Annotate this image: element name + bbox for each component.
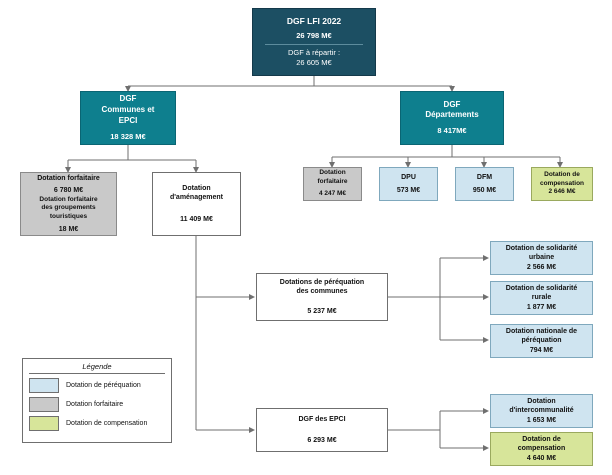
- legend-title: Légende: [29, 362, 165, 374]
- dotation-forfaitaire-value: 6 780 M€: [53, 187, 84, 195]
- node-dfm: [455, 167, 514, 201]
- dpu-title: DPU: [401, 173, 416, 181]
- node-dotation-amenagement: [152, 172, 241, 236]
- dept-compensation-title-2: compensation: [539, 179, 585, 187]
- dgf-epci-title: DGF des EPCI: [298, 415, 346, 423]
- epci-compensation-title-1: Dotation de: [522, 435, 561, 443]
- legend-swatch-compensation: [29, 416, 59, 431]
- node-dgf-lfi: [252, 8, 376, 76]
- node-dgf-departements-title-1: DGF: [443, 99, 461, 109]
- dsu-value: 2 566 M€: [526, 263, 557, 271]
- node-dotation-compensation-departements: [531, 167, 593, 201]
- dotation-forfaitaire-groupements-title-3: touristiques: [49, 213, 88, 221]
- node-dotations-perequation-communes: [256, 273, 388, 321]
- dept-forfaitaire-title-1: Dotation: [319, 169, 346, 177]
- dept-forfaitaire-value: 4 247 M€: [318, 189, 347, 197]
- node-dgf-epci: [256, 408, 388, 452]
- divider: [265, 44, 362, 45]
- node-dotation-compensation-epci: [490, 432, 593, 466]
- dsr-value: 1 877 M€: [526, 303, 557, 311]
- node-dgf-departements-title-2: Départements: [425, 110, 479, 120]
- dsr-title-2: rurale: [531, 294, 552, 302]
- perequation-communes-value: 5 237 M€: [307, 307, 337, 315]
- legend-swatch-forfaitaire: [29, 397, 59, 412]
- dotation-forfaitaire-groupements-title-2: des groupements: [41, 204, 96, 212]
- node-dgf-communes-value: 18 328 M€: [110, 131, 146, 141]
- epci-compensation-value: 4 640 M€: [526, 454, 557, 462]
- dotation-amenagement-value: 11 409 M€: [180, 215, 213, 223]
- dept-compensation-title-1: Dotation de: [544, 170, 580, 178]
- node-dgf-lfi-subvalue: 26 605 M€: [296, 58, 332, 68]
- node-dgf-communes-title-2: Communes et: [101, 105, 155, 115]
- intercommunalite-title-2: d'intercommunalité: [509, 407, 574, 415]
- node-dgf-lfi-sublabel: DGF à répartir :: [287, 48, 341, 58]
- node-dsu: [490, 241, 593, 275]
- perequation-communes-title-1: Dotations de péréquation: [279, 278, 365, 286]
- node-dgf-departements-value: 8 417M€: [437, 126, 467, 136]
- dsu-title-1: Dotation de solidarité: [505, 244, 578, 252]
- node-dotation-intercommunalite: [490, 394, 593, 428]
- legend-swatch-perequation: [29, 378, 59, 393]
- node-dpu: [379, 167, 438, 201]
- legend-item-perequation: [29, 378, 165, 393]
- intercommunalite-value: 1 653 M€: [526, 416, 557, 424]
- dept-forfaitaire-title-2: forfaitaire: [317, 178, 348, 186]
- legend: [22, 358, 172, 443]
- node-dsr: [490, 281, 593, 315]
- dnp-value: 794 M€: [529, 346, 554, 354]
- node-dnp: [490, 324, 593, 358]
- dotation-forfaitaire-title: Dotation forfaitaire: [37, 174, 100, 182]
- dfm-title: DFM: [476, 173, 493, 181]
- dotation-amenagement-title-1: Dotation: [182, 184, 211, 192]
- legend-label-compensation: Dotation de compensation: [66, 420, 148, 427]
- legend-item-compensation: [29, 416, 165, 431]
- node-dgf-lfi-value: 26 798 M€: [296, 31, 332, 41]
- epci-compensation-title-2: compensation: [517, 445, 566, 453]
- dpu-value: 573 M€: [396, 187, 421, 194]
- dnp-title-1: Dotation nationale de: [505, 327, 578, 335]
- node-dgf-communes-epci: [80, 91, 176, 145]
- dfm-value: 950 M€: [472, 187, 497, 194]
- dgf-epci-value: 6 293 M€: [307, 437, 337, 444]
- dnp-title-2: péréquation: [521, 337, 562, 345]
- node-dgf-communes-title-1: DGF: [119, 94, 137, 104]
- node-dotation-forfaitaire-departements: [303, 167, 362, 201]
- dsr-title-1: Dotation de solidarité: [505, 284, 578, 292]
- legend-label-forfaitaire: Dotation forfaitaire: [66, 401, 124, 408]
- dotation-amenagement-title-2: d'aménagement: [169, 194, 223, 202]
- dotation-forfaitaire-groupements-value: 18 M€: [58, 225, 79, 233]
- node-dgf-lfi-title: DGF LFI 2022: [286, 15, 342, 26]
- intercommunalite-title-1: Dotation: [527, 397, 556, 405]
- perequation-communes-title-2: des communes: [296, 288, 348, 296]
- dept-compensation-value: 2 646 M€: [548, 188, 576, 196]
- dotation-forfaitaire-groupements-title-1: Dotation forfaitaire: [39, 195, 98, 203]
- legend-label-perequation: Dotation de péréquation: [66, 382, 141, 389]
- legend-item-forfaitaire: [29, 397, 165, 412]
- node-dgf-departements: [400, 91, 504, 145]
- node-dotation-forfaitaire-communes: [20, 172, 117, 236]
- node-dgf-communes-title-3: EPCI: [118, 115, 138, 125]
- dsu-title-2: urbaine: [528, 254, 555, 262]
